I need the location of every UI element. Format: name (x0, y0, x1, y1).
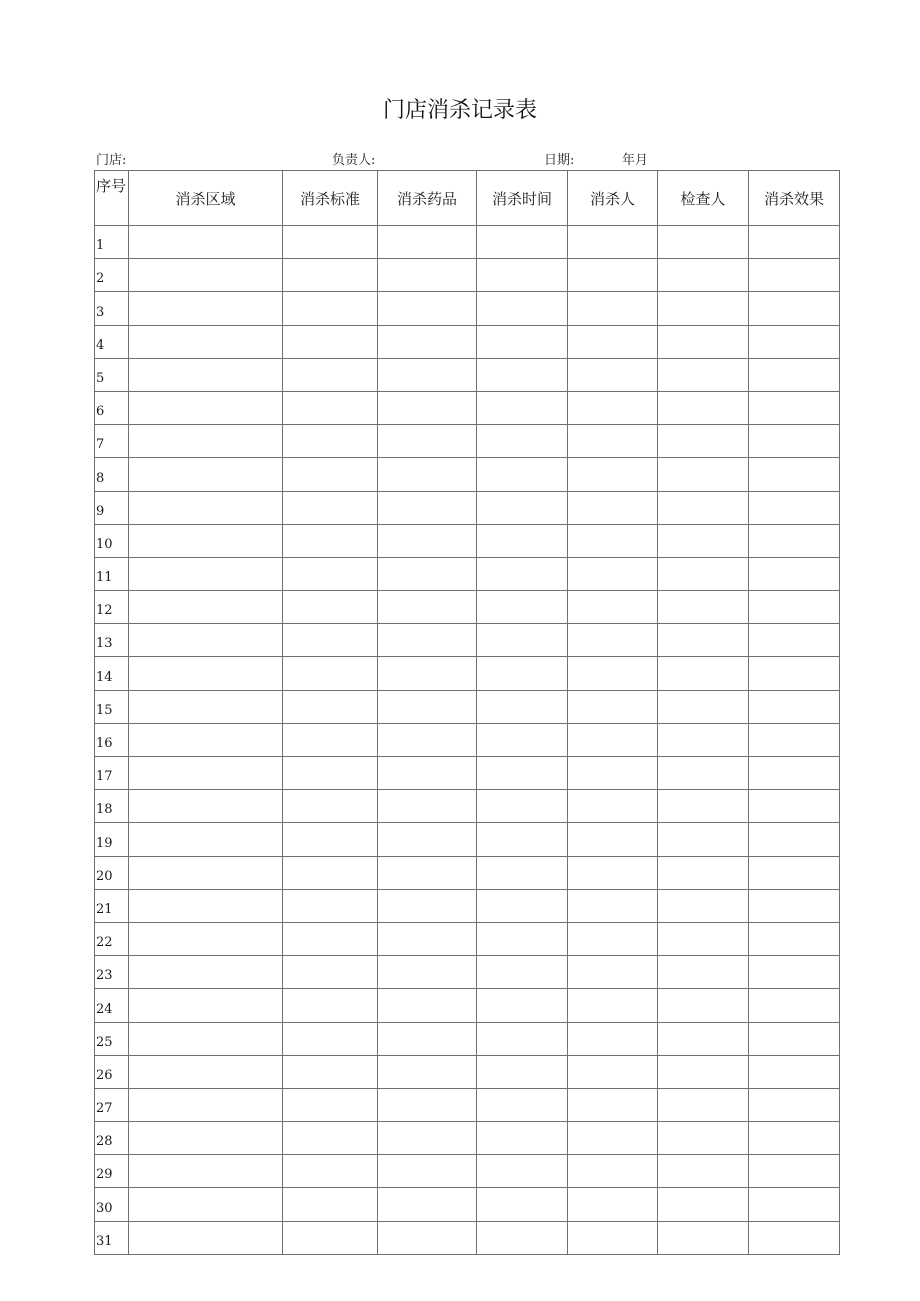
row-seq-number: 31 (95, 1221, 129, 1254)
table-row (95, 259, 840, 292)
cell-inspector[interactable] (658, 425, 749, 458)
cell-operator[interactable] (568, 989, 658, 1022)
cell-chemical[interactable] (378, 292, 477, 325)
cell-chemical[interactable] (378, 458, 477, 491)
cell-area[interactable] (129, 1055, 283, 1088)
cell-chemical[interactable] (378, 591, 477, 624)
table-row (95, 657, 840, 690)
cell-chemical[interactable] (378, 823, 477, 856)
cell-effect[interactable] (749, 823, 840, 856)
row-seq-number: 12 (95, 591, 129, 624)
row-seq-number: 4 (95, 325, 129, 358)
cell-effect[interactable] (749, 226, 840, 259)
cell-operator[interactable] (568, 226, 658, 259)
row-seq-number: 6 (95, 391, 129, 424)
row-seq-number: 27 (95, 1088, 129, 1121)
cell-standard[interactable] (283, 823, 378, 856)
row-seq-number: 28 (95, 1122, 129, 1155)
table-row (95, 723, 840, 756)
cell-operator[interactable] (568, 591, 658, 624)
cell-operator[interactable] (568, 491, 658, 524)
cell-chemical[interactable] (378, 226, 477, 259)
cell-operator[interactable] (568, 790, 658, 823)
cell-chemical[interactable] (378, 358, 477, 391)
cell-time[interactable] (477, 557, 568, 590)
row-seq-number: 7 (95, 425, 129, 458)
header-effect: 消杀效果 (749, 171, 840, 226)
cell-effect[interactable] (749, 1088, 840, 1121)
cell-inspector[interactable] (658, 1155, 749, 1188)
cell-area[interactable] (129, 1221, 283, 1254)
cell-inspector[interactable] (658, 690, 749, 723)
cell-area[interactable] (129, 391, 283, 424)
cell-operator[interactable] (568, 690, 658, 723)
cell-inspector[interactable] (658, 226, 749, 259)
cell-effect[interactable] (749, 1221, 840, 1254)
cell-inspector[interactable] (658, 458, 749, 491)
cell-operator[interactable] (568, 823, 658, 856)
cell-chemical[interactable] (378, 259, 477, 292)
header-seq: 序号 (95, 171, 129, 226)
cell-effect[interactable] (749, 757, 840, 790)
cell-operator[interactable] (568, 1055, 658, 1088)
cell-effect[interactable] (749, 1155, 840, 1188)
cell-inspector[interactable] (658, 790, 749, 823)
cell-inspector[interactable] (658, 657, 749, 690)
cell-inspector[interactable] (658, 1188, 749, 1221)
cell-inspector[interactable] (658, 1088, 749, 1121)
cell-chemical[interactable] (378, 723, 477, 756)
cell-standard[interactable] (283, 624, 378, 657)
cell-inspector[interactable] (658, 292, 749, 325)
row-seq-number: 14 (95, 657, 129, 690)
table-row (95, 1055, 840, 1088)
cell-time[interactable] (477, 823, 568, 856)
cell-chemical[interactable] (378, 524, 477, 557)
cell-operator[interactable] (568, 358, 658, 391)
cell-time[interactable] (477, 624, 568, 657)
cell-operator[interactable] (568, 624, 658, 657)
row-seq-number: 16 (95, 723, 129, 756)
row-seq-number: 13 (95, 624, 129, 657)
cell-time[interactable] (477, 757, 568, 790)
cell-effect[interactable] (749, 1055, 840, 1088)
cell-standard[interactable] (283, 292, 378, 325)
row-seq-number: 2 (95, 259, 129, 292)
cell-time[interactable] (477, 1122, 568, 1155)
cell-operator[interactable] (568, 1022, 658, 1055)
table-row (95, 956, 840, 989)
cell-standard[interactable] (283, 491, 378, 524)
cell-chemical[interactable] (378, 391, 477, 424)
row-seq-number: 30 (95, 1188, 129, 1221)
table-header-row (95, 171, 840, 226)
disinfection-record-table (94, 170, 840, 1255)
cell-area[interactable] (129, 624, 283, 657)
cell-area[interactable] (129, 1088, 283, 1121)
table-row (95, 989, 840, 1022)
cell-effect[interactable] (749, 259, 840, 292)
cell-inspector[interactable] (658, 391, 749, 424)
cell-standard[interactable] (283, 458, 378, 491)
cell-standard[interactable] (283, 1088, 378, 1121)
cell-operator[interactable] (568, 325, 658, 358)
header-area: 消杀区域 (129, 171, 283, 226)
cell-effect[interactable] (749, 557, 840, 590)
cell-inspector[interactable] (658, 591, 749, 624)
row-seq-number: 24 (95, 989, 129, 1022)
cell-standard[interactable] (283, 790, 378, 823)
cell-effect[interactable] (749, 657, 840, 690)
table-row (95, 1022, 840, 1055)
table-row (95, 1122, 840, 1155)
cell-operator[interactable] (568, 1155, 658, 1188)
cell-time[interactable] (477, 723, 568, 756)
cell-area[interactable] (129, 889, 283, 922)
cell-area[interactable] (129, 1188, 283, 1221)
row-seq-number: 26 (95, 1055, 129, 1088)
cell-chemical[interactable] (378, 657, 477, 690)
cell-area[interactable] (129, 790, 283, 823)
row-seq-number: 5 (95, 358, 129, 391)
cell-effect[interactable] (749, 1122, 840, 1155)
table-row (95, 491, 840, 524)
table-row (95, 856, 840, 889)
cell-area[interactable] (129, 1022, 283, 1055)
row-seq-number: 23 (95, 956, 129, 989)
header-chemical: 消杀药品 (378, 171, 477, 226)
cell-effect[interactable] (749, 292, 840, 325)
cell-operator[interactable] (568, 856, 658, 889)
cell-operator[interactable] (568, 1221, 658, 1254)
cell-standard[interactable] (283, 425, 378, 458)
row-seq-number: 22 (95, 922, 129, 955)
cell-inspector[interactable] (658, 1022, 749, 1055)
cell-area[interactable] (129, 1122, 283, 1155)
cell-time[interactable] (477, 292, 568, 325)
table-row (95, 1088, 840, 1121)
cell-chemical[interactable] (378, 922, 477, 955)
header-inspector: 检查人 (658, 171, 749, 226)
row-seq-number: 20 (95, 856, 129, 889)
cell-inspector[interactable] (658, 922, 749, 955)
cell-operator[interactable] (568, 1122, 658, 1155)
cell-time[interactable] (477, 591, 568, 624)
cell-effect[interactable] (749, 856, 840, 889)
owner-label: 负责人: (332, 153, 376, 168)
cell-effect[interactable] (749, 790, 840, 823)
cell-chemical[interactable] (378, 856, 477, 889)
cell-area[interactable] (129, 690, 283, 723)
cell-standard[interactable] (283, 757, 378, 790)
cell-effect[interactable] (749, 591, 840, 624)
cell-area[interactable] (129, 723, 283, 756)
cell-time[interactable] (477, 790, 568, 823)
store-label: 门店: (96, 153, 127, 168)
cell-effect[interactable] (749, 325, 840, 358)
cell-time[interactable] (477, 425, 568, 458)
cell-standard[interactable] (283, 524, 378, 557)
cell-time[interactable] (477, 1221, 568, 1254)
cell-effect[interactable] (749, 723, 840, 756)
cell-chemical[interactable] (378, 757, 477, 790)
table-row (95, 1155, 840, 1188)
cell-area[interactable] (129, 1155, 283, 1188)
cell-area[interactable] (129, 491, 283, 524)
cell-chemical[interactable] (378, 690, 477, 723)
cell-inspector[interactable] (658, 823, 749, 856)
cell-inspector[interactable] (658, 358, 749, 391)
cell-standard[interactable] (283, 557, 378, 590)
table-row (95, 557, 840, 590)
row-seq-number: 15 (95, 690, 129, 723)
row-seq-number: 10 (95, 524, 129, 557)
cell-operator[interactable] (568, 524, 658, 557)
table-row (95, 757, 840, 790)
cell-time[interactable] (477, 325, 568, 358)
table-row (95, 922, 840, 955)
cell-chemical[interactable] (378, 1022, 477, 1055)
cell-operator[interactable] (568, 657, 658, 690)
cell-standard[interactable] (283, 1022, 378, 1055)
cell-area[interactable] (129, 956, 283, 989)
cell-operator[interactable] (568, 458, 658, 491)
cell-area[interactable] (129, 989, 283, 1022)
cell-chemical[interactable] (378, 491, 477, 524)
cell-operator[interactable] (568, 557, 658, 590)
cell-inspector[interactable] (658, 524, 749, 557)
cell-area[interactable] (129, 259, 283, 292)
cell-standard[interactable] (283, 591, 378, 624)
cell-inspector[interactable] (658, 557, 749, 590)
cell-time[interactable] (477, 889, 568, 922)
cell-area[interactable] (129, 922, 283, 955)
cell-inspector[interactable] (658, 989, 749, 1022)
cell-inspector[interactable] (658, 624, 749, 657)
cell-chemical[interactable] (378, 956, 477, 989)
cell-time[interactable] (477, 358, 568, 391)
row-seq-number: 1 (95, 226, 129, 259)
table-row (95, 358, 840, 391)
cell-operator[interactable] (568, 723, 658, 756)
cell-standard[interactable] (283, 259, 378, 292)
cell-inspector[interactable] (658, 325, 749, 358)
cell-standard[interactable] (283, 856, 378, 889)
cell-area[interactable] (129, 557, 283, 590)
cell-time[interactable] (477, 856, 568, 889)
cell-area[interactable] (129, 425, 283, 458)
date-label: 日期: (544, 153, 575, 168)
cell-area[interactable] (129, 358, 283, 391)
cell-operator[interactable] (568, 425, 658, 458)
cell-time[interactable] (477, 657, 568, 690)
cell-standard[interactable] (283, 1188, 378, 1221)
cell-time[interactable] (477, 989, 568, 1022)
form-meta-row (96, 149, 836, 169)
table-body (95, 226, 840, 1255)
cell-inspector[interactable] (658, 1055, 749, 1088)
row-seq-number: 3 (95, 292, 129, 325)
row-seq-number: 29 (95, 1155, 129, 1188)
cell-effect[interactable] (749, 624, 840, 657)
row-seq-number: 18 (95, 790, 129, 823)
cell-inspector[interactable] (658, 889, 749, 922)
cell-chemical[interactable] (378, 557, 477, 590)
table-row (95, 1188, 840, 1221)
cell-inspector[interactable] (658, 1221, 749, 1254)
cell-standard[interactable] (283, 922, 378, 955)
cell-inspector[interactable] (658, 723, 749, 756)
table-row (95, 524, 840, 557)
cell-area[interactable] (129, 524, 283, 557)
cell-chemical[interactable] (378, 989, 477, 1022)
cell-standard[interactable] (283, 391, 378, 424)
cell-chemical[interactable] (378, 1055, 477, 1088)
cell-standard[interactable] (283, 956, 378, 989)
table-row (95, 1221, 840, 1254)
cell-standard[interactable] (283, 989, 378, 1022)
cell-standard[interactable] (283, 1122, 378, 1155)
cell-area[interactable] (129, 292, 283, 325)
row-seq-number: 8 (95, 458, 129, 491)
cell-chemical[interactable] (378, 790, 477, 823)
cell-effect[interactable] (749, 458, 840, 491)
cell-effect[interactable] (749, 391, 840, 424)
cell-effect[interactable] (749, 922, 840, 955)
header-standard: 消杀标准 (283, 171, 378, 226)
cell-area[interactable] (129, 657, 283, 690)
row-seq-number: 17 (95, 757, 129, 790)
cell-inspector[interactable] (658, 259, 749, 292)
cell-time[interactable] (477, 1055, 568, 1088)
cell-time[interactable] (477, 922, 568, 955)
cell-area[interactable] (129, 226, 283, 259)
cell-area[interactable] (129, 823, 283, 856)
cell-time[interactable] (477, 1022, 568, 1055)
cell-effect[interactable] (749, 690, 840, 723)
cell-time[interactable] (477, 259, 568, 292)
year-month-label: 年月 (622, 153, 649, 168)
cell-operator[interactable] (568, 889, 658, 922)
cell-chemical[interactable] (378, 1088, 477, 1121)
cell-effect[interactable] (749, 1188, 840, 1221)
table-row (95, 325, 840, 358)
cell-standard[interactable] (283, 889, 378, 922)
table-row (95, 391, 840, 424)
row-seq-number: 19 (95, 823, 129, 856)
cell-operator[interactable] (568, 956, 658, 989)
cell-inspector[interactable] (658, 856, 749, 889)
cell-effect[interactable] (749, 889, 840, 922)
cell-time[interactable] (477, 491, 568, 524)
cell-time[interactable] (477, 226, 568, 259)
cell-operator[interactable] (568, 922, 658, 955)
cell-time[interactable] (477, 524, 568, 557)
cell-operator[interactable] (568, 1188, 658, 1221)
cell-standard[interactable] (283, 325, 378, 358)
table-row (95, 425, 840, 458)
header-operator: 消杀人 (568, 171, 658, 226)
table-row (95, 591, 840, 624)
cell-area[interactable] (129, 325, 283, 358)
row-seq-number: 21 (95, 889, 129, 922)
cell-chemical[interactable] (378, 889, 477, 922)
cell-chemical[interactable] (378, 1155, 477, 1188)
table-row (95, 458, 840, 491)
cell-inspector[interactable] (658, 956, 749, 989)
row-seq-number: 11 (95, 557, 129, 590)
row-seq-number: 25 (95, 1022, 129, 1055)
cell-chemical[interactable] (378, 624, 477, 657)
table-row (95, 624, 840, 657)
cell-standard[interactable] (283, 226, 378, 259)
cell-inspector[interactable] (658, 491, 749, 524)
cell-chemical[interactable] (378, 325, 477, 358)
cell-time[interactable] (477, 458, 568, 491)
cell-effect[interactable] (749, 358, 840, 391)
cell-area[interactable] (129, 591, 283, 624)
cell-effect[interactable] (749, 524, 840, 557)
cell-area[interactable] (129, 757, 283, 790)
cell-area[interactable] (129, 458, 283, 491)
cell-standard[interactable] (283, 723, 378, 756)
cell-standard[interactable] (283, 657, 378, 690)
cell-inspector[interactable] (658, 757, 749, 790)
cell-operator[interactable] (568, 391, 658, 424)
cell-effect[interactable] (749, 989, 840, 1022)
cell-effect[interactable] (749, 1022, 840, 1055)
table-row (95, 226, 840, 259)
cell-standard[interactable] (283, 690, 378, 723)
table-row (95, 889, 840, 922)
cell-operator[interactable] (568, 757, 658, 790)
cell-time[interactable] (477, 956, 568, 989)
cell-effect[interactable] (749, 425, 840, 458)
cell-time[interactable] (477, 1188, 568, 1221)
cell-inspector[interactable] (658, 1122, 749, 1155)
table-row (95, 292, 840, 325)
cell-standard[interactable] (283, 358, 378, 391)
cell-chemical[interactable] (378, 1188, 477, 1221)
cell-standard[interactable] (283, 1221, 378, 1254)
table-row (95, 823, 840, 856)
cell-operator[interactable] (568, 1088, 658, 1121)
cell-time[interactable] (477, 391, 568, 424)
cell-chemical[interactable] (378, 1122, 477, 1155)
table-row (95, 690, 840, 723)
cell-effect[interactable] (749, 491, 840, 524)
table-row (95, 790, 840, 823)
cell-area[interactable] (129, 856, 283, 889)
cell-time[interactable] (477, 1155, 568, 1188)
cell-operator[interactable] (568, 259, 658, 292)
cell-operator[interactable] (568, 292, 658, 325)
header-time: 消杀时间 (477, 171, 568, 226)
cell-chemical[interactable] (378, 1221, 477, 1254)
cell-chemical[interactable] (378, 425, 477, 458)
cell-time[interactable] (477, 690, 568, 723)
cell-effect[interactable] (749, 956, 840, 989)
row-seq-number: 9 (95, 491, 129, 524)
cell-standard[interactable] (283, 1055, 378, 1088)
page-title: 门店消杀记录表 (382, 98, 537, 123)
cell-time[interactable] (477, 1088, 568, 1121)
cell-standard[interactable] (283, 1155, 378, 1188)
